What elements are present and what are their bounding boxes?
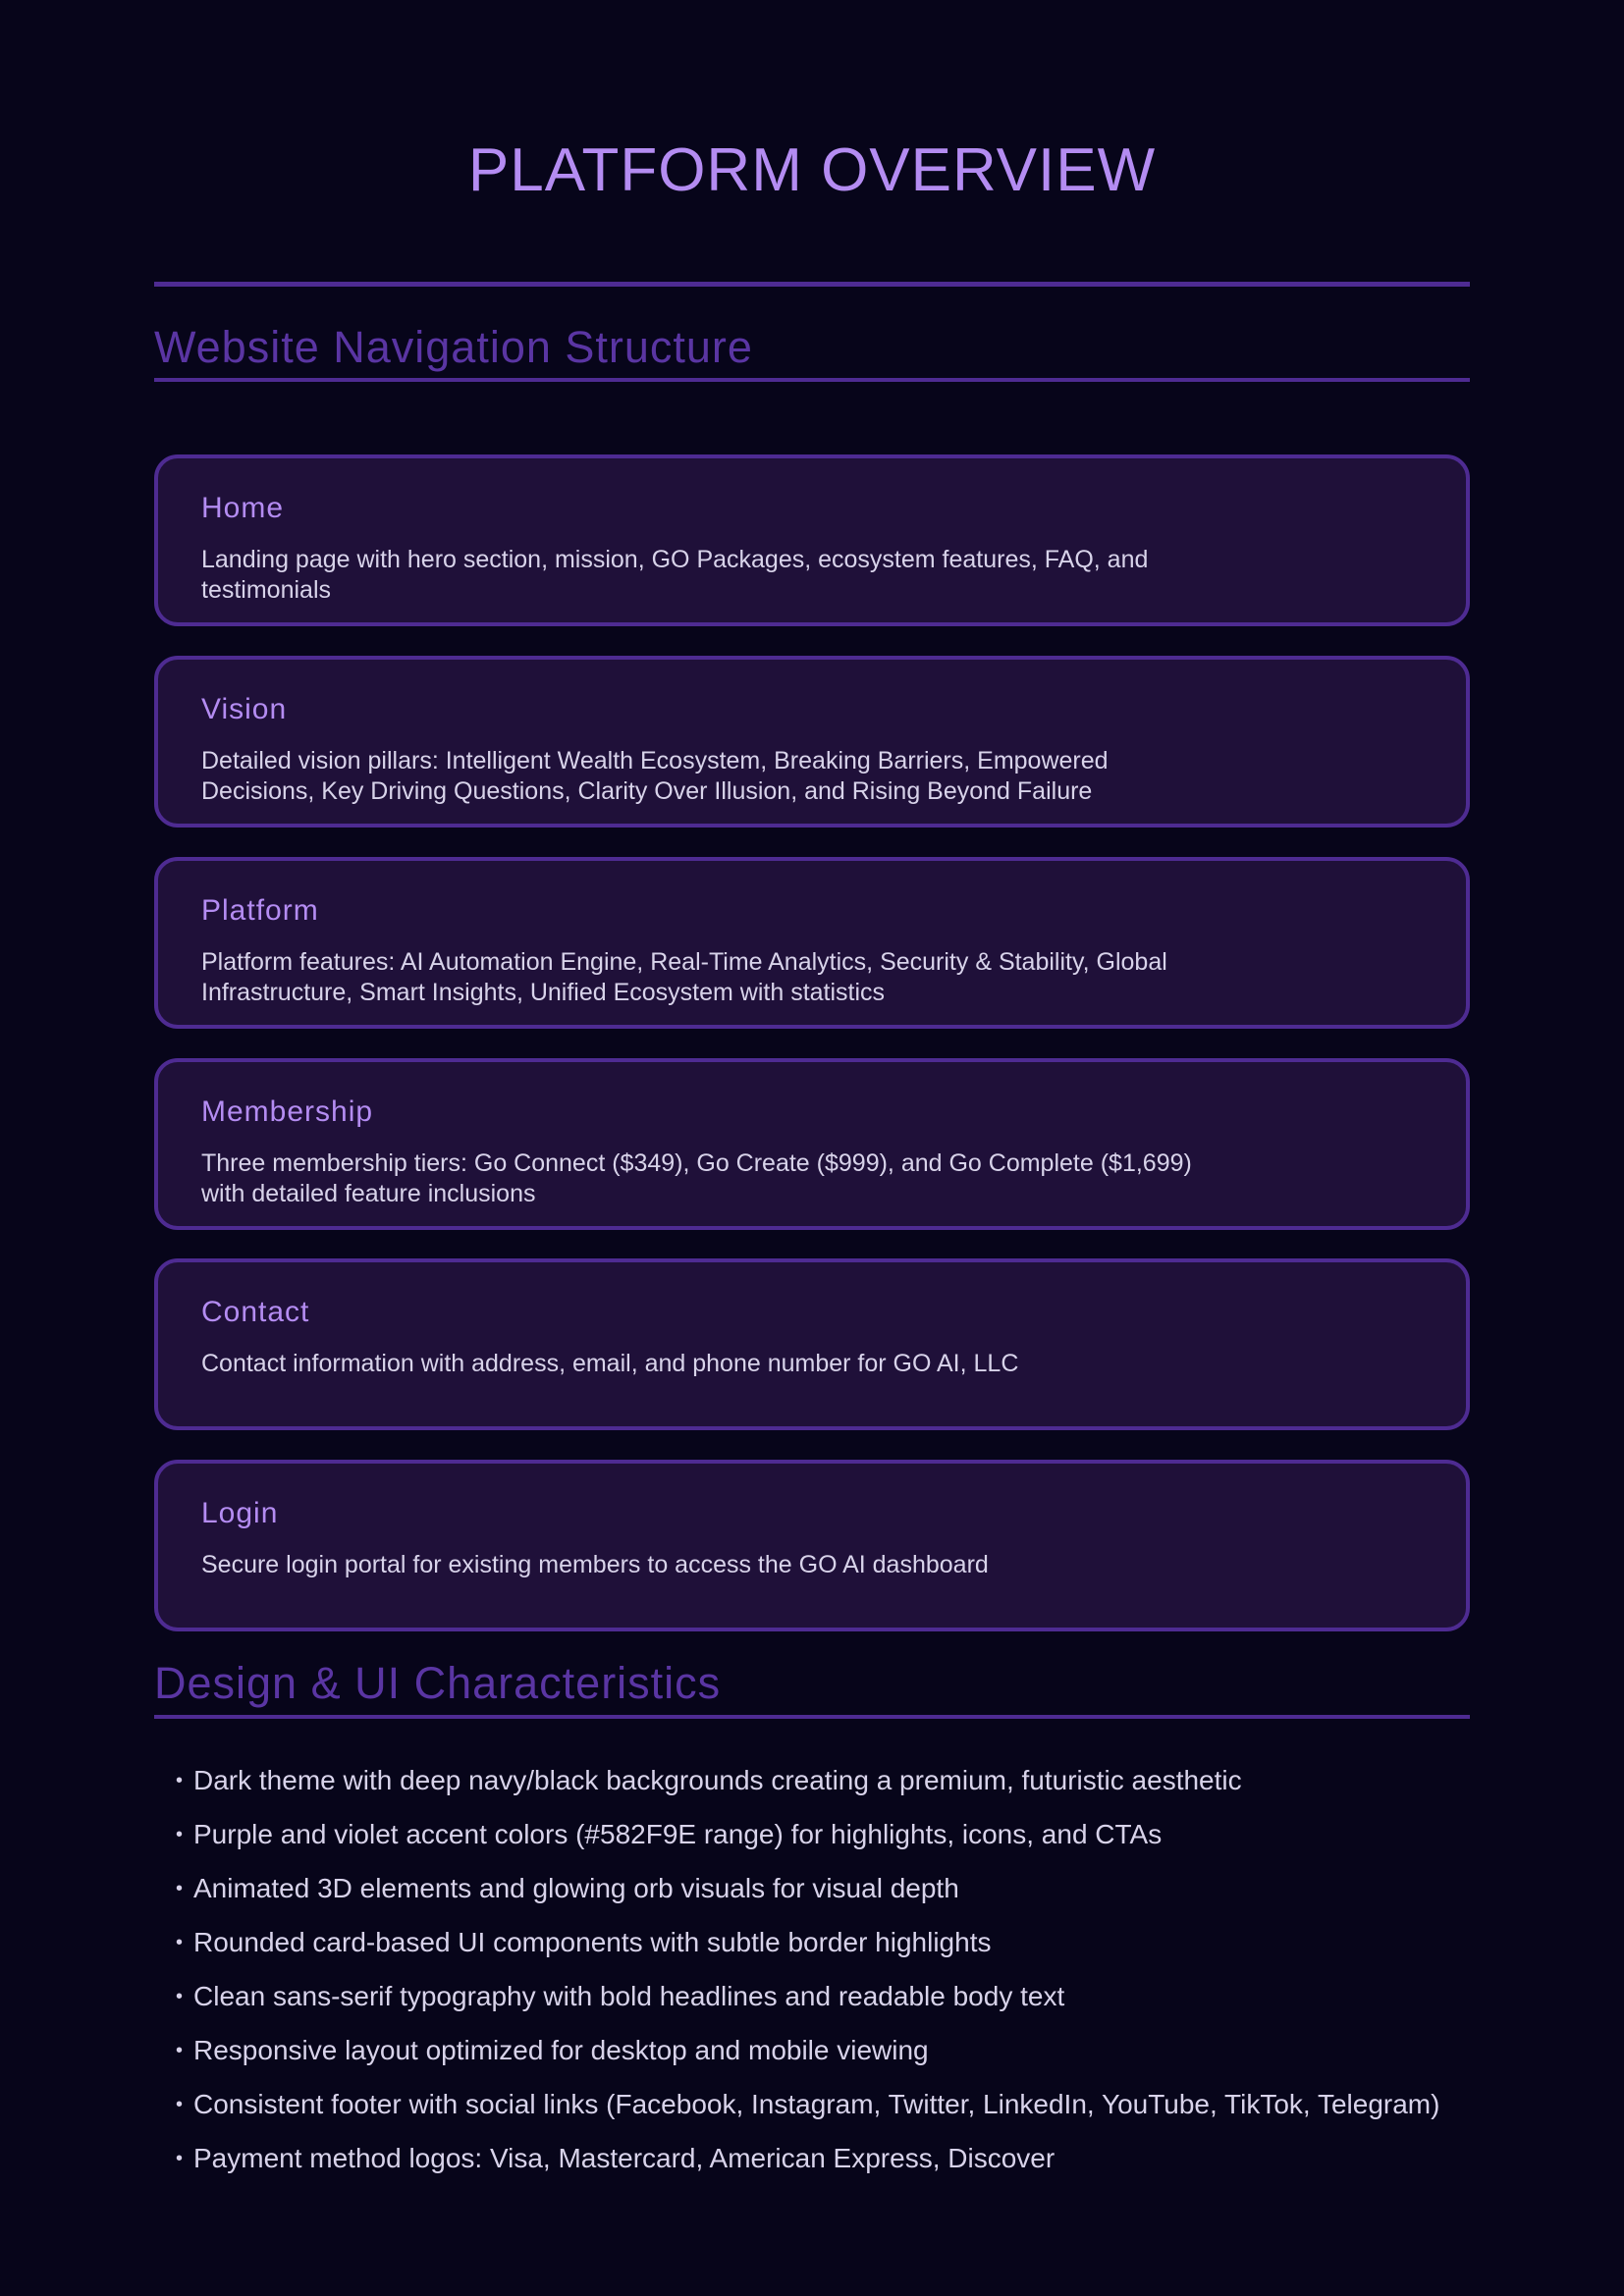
bullet-icon: •	[176, 1878, 184, 1899]
nav-card-description: Platform features: AI Automation Engine, Real-Time Analytics, Security & Stability, Global Infrastructure, Smart Insights, Unified Ecosystem with statistics	[201, 948, 1167, 1006]
list-item-text: Purple and violet accent colors (#582F9E range) for highlights, icons, and CTAs	[193, 1819, 1163, 1849]
title-divider	[154, 282, 1470, 287]
bullet-icon: •	[176, 1824, 184, 1845]
list-item-text: Consistent footer with social links (Facebook, Instagram, Twitter, LinkedIn, YouTube, TikTok, Telegram)	[193, 2089, 1440, 2119]
bullet-icon: •	[176, 2040, 184, 2061]
design-section-heading: Design & UI Characteristics	[154, 1661, 1470, 1719]
nav-card-description: Detailed vision pillars: Intelligent Wealth Ecosystem, Breaking Barriers, Empowered Decisions, Key Driving Questions, Clarity Over Illusion, and Rising Beyond Failure	[201, 747, 1109, 805]
list-item	[176, 2141, 1590, 2195]
nav-card-description: Three membership tiers: Go Connect ($349), Go Create ($999), and Go Complete ($1,699) with detailed feature inclusions	[201, 1149, 1192, 1207]
nav-card-title: Membership	[201, 1095, 374, 1128]
bullet-icon: •	[176, 2148, 184, 2169]
bullet-icon: •	[176, 1770, 184, 1791]
bullet-icon: •	[176, 1932, 184, 1953]
nav-card-platform	[154, 857, 1470, 1029]
nav-card-description: Secure login portal for existing members to access the GO AI dashboard	[201, 1551, 989, 1578]
bullet-icon: •	[176, 1986, 184, 2007]
list-item-text: Dark theme with deep navy/black backgrounds creating a premium, futuristic aesthetic	[193, 1765, 1242, 1795]
nav-card-title: Login	[201, 1497, 279, 1529]
design-characteristics-list	[176, 1763, 1590, 2195]
list-item-text: Animated 3D elements and glowing orb visuals for visual depth	[193, 1873, 959, 1903]
list-item	[176, 2033, 1590, 2087]
page-title: PLATFORM OVERVIEW	[467, 136, 1157, 204]
nav-card-vision	[154, 656, 1470, 828]
list-item-text: Rounded card-based UI components with subtle border highlights	[193, 1927, 992, 1957]
list-item-text: Payment method logos: Visa, Mastercard, American Express, Discover	[193, 2143, 1056, 2173]
list-item	[176, 2087, 1590, 2141]
nav-card-title: Contact	[201, 1296, 310, 1328]
nav-card-title: Platform	[201, 894, 319, 927]
nav-card-home	[154, 454, 1470, 626]
list-item	[176, 1871, 1590, 1925]
list-item	[176, 1817, 1590, 1871]
nav-card-title: Home	[201, 492, 285, 524]
nav-card-description: Landing page with hero section, mission, GO Packages, ecosystem features, FAQ, and testimonials	[201, 546, 1149, 604]
list-item-text: Responsive layout optimized for desktop and mobile viewing	[193, 2035, 929, 2065]
nav-card-contact	[154, 1258, 1470, 1430]
list-item	[176, 1925, 1590, 1979]
list-item	[176, 1763, 1590, 1817]
nav-card-membership	[154, 1058, 1470, 1230]
nav-card-description: Contact information with address, email, and phone number for GO AI, LLC	[201, 1350, 1019, 1377]
nav-card-title: Vision	[201, 693, 288, 725]
nav-card-login	[154, 1460, 1470, 1631]
bullet-icon: •	[176, 2094, 184, 2115]
list-item	[176, 1979, 1590, 2033]
list-item-text: Clean sans-serif typography with bold headlines and readable body text	[193, 1981, 1065, 2011]
navigation-section-heading: Website Navigation Structure	[154, 325, 1470, 382]
